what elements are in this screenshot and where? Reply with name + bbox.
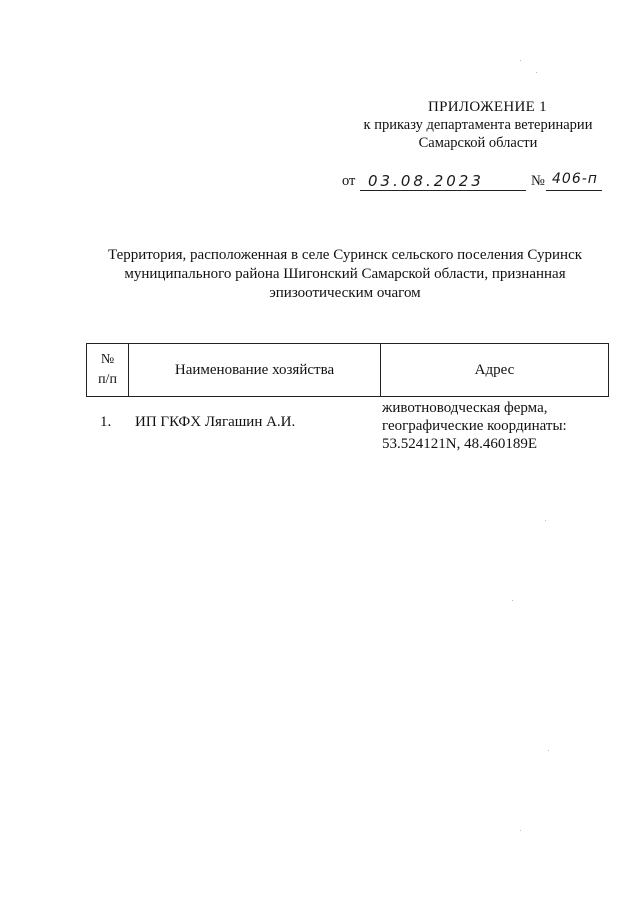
header-number-abbr: п/п bbox=[98, 372, 117, 387]
order-number-label: № bbox=[531, 173, 545, 189]
order-number-underline bbox=[546, 190, 602, 191]
scan-speckle bbox=[520, 60, 521, 61]
farm-registry-table bbox=[86, 343, 609, 397]
scan-speckle bbox=[512, 600, 513, 601]
header-address: Адрес bbox=[381, 344, 609, 397]
order-date-handwritten: 03.08.2023 bbox=[368, 172, 484, 190]
header-number-cell bbox=[87, 344, 129, 397]
scan-speckle bbox=[520, 830, 521, 831]
scan-speckle bbox=[548, 750, 549, 751]
table-header-row bbox=[87, 344, 609, 397]
header-number-sign: № bbox=[100, 352, 115, 367]
scan-speckle bbox=[545, 520, 546, 521]
appendix-title: ПРИЛОЖЕНИЕ 1 bbox=[428, 99, 547, 115]
appendix-order-reference: к приказу департамента ветеринарии bbox=[363, 117, 593, 133]
document-heading: Территория, расположенная в селе Суринск сельского поселения Суринск муниципального района Шигонский Самарской области, признанная эпизоотическим очагом bbox=[107, 247, 583, 301]
order-number-handwritten: 406-п bbox=[552, 171, 598, 187]
order-date-underline bbox=[360, 190, 526, 191]
header-farm-name: Наименование хозяйства bbox=[129, 344, 381, 397]
appendix-region: Самарской области bbox=[418, 135, 538, 151]
row-1-address: животноводческая ферма, географические координаты: 53.524121N, 48.460189E bbox=[382, 400, 567, 452]
row-1-number: 1. bbox=[100, 414, 112, 430]
order-date-label: от bbox=[342, 173, 356, 189]
scan-speckle bbox=[536, 72, 537, 73]
row-1-farm-name: ИП ГКФХ Лягашин А.И. bbox=[135, 414, 296, 430]
